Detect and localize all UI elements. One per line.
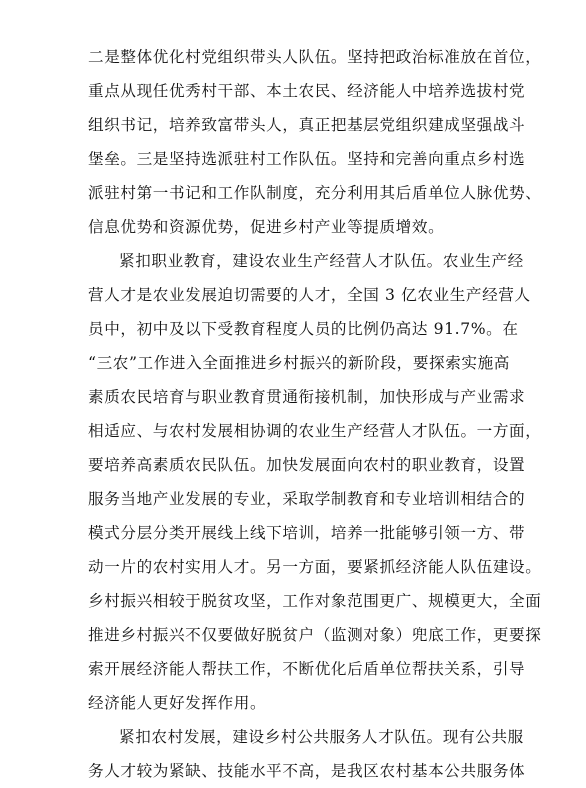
text-line: 动一片的农村实用人才。另一方面，要紧抓经济能人队伍建设。 [88, 558, 542, 576]
text-line: 信息优势和资源优势，促进乡村产业等提质增效。 [88, 218, 445, 236]
paragraph-public-service-talent [88, 720, 526, 788]
text-line: 模式分层分类开展线上线下培训，培养一批能够引领一方、带 [88, 524, 526, 542]
text-line: 推进乡村振兴不仅要做好脱贫户（监测对象）兜底工作，更要探 [88, 626, 542, 644]
text-line: 紧扣农村发展，建设乡村公共服务人才队伍。现有公共服 [119, 728, 524, 746]
text-line: 二是整体优化村党组织带头人队伍。坚持把政治标准放在首位， [88, 48, 542, 66]
text-line: 堡垒。三是坚持选派驻村工作队伍。坚持和完善向重点乡村选 [88, 150, 526, 168]
text-line: 素质农民培育与职业教育贯通衔接机制，加快形成与产业需求 [88, 388, 526, 406]
paragraph-vocational-education [88, 244, 542, 720]
text-line: 索开展经济能人帮扶工作，不断优化后盾单位帮扶关系，引导 [88, 660, 526, 678]
text-line: 组织书记，培养致富带头人，真正把基层党组织建成坚强战斗 [88, 116, 526, 134]
text-line: 服务当地产业发展的专业，采取学制教育和专业培训相结合的 [88, 490, 526, 508]
text-line: 派驻村第一书记和工作队制度，充分利用其后盾单位人脉优势、 [88, 184, 542, 202]
text-line: 重点从现任优秀村干部、本土农民、经济能人中培养选拔村党 [88, 82, 526, 100]
text-line: 经济能人更好发挥作用。 [88, 694, 267, 712]
paragraph-village-party-leaders [88, 40, 542, 244]
text-line: “三农”工作进入全面推进乡村振兴的新阶段，要探索实施高 [88, 354, 510, 372]
text-line: 紧扣职业教育，建设农业生产经营人才队伍。农业生产经 [119, 252, 524, 270]
text-line: 营人才是农业发展迫切需要的人才，全国 3 亿农业生产经营人 [88, 286, 531, 304]
text-line: 相适应、与农村发展相协调的农业生产经营人才队伍。一方面， [88, 422, 542, 440]
text-line: 要培养高素质农民队伍。加快发展面向农村的职业教育，设置 [88, 456, 526, 474]
text-line: 务人才较为紧缺、技能水平不高，是我区农村基本公共服务体 [88, 762, 526, 780]
document-page [88, 40, 542, 788]
text-line: 乡村振兴相较于脱贫攻坚，工作对象范围更广、规模更大，全面 [88, 592, 542, 610]
text-line: 员中，初中及以下受教育程度人员的比例仍高达 91.7%。在 [88, 320, 519, 338]
